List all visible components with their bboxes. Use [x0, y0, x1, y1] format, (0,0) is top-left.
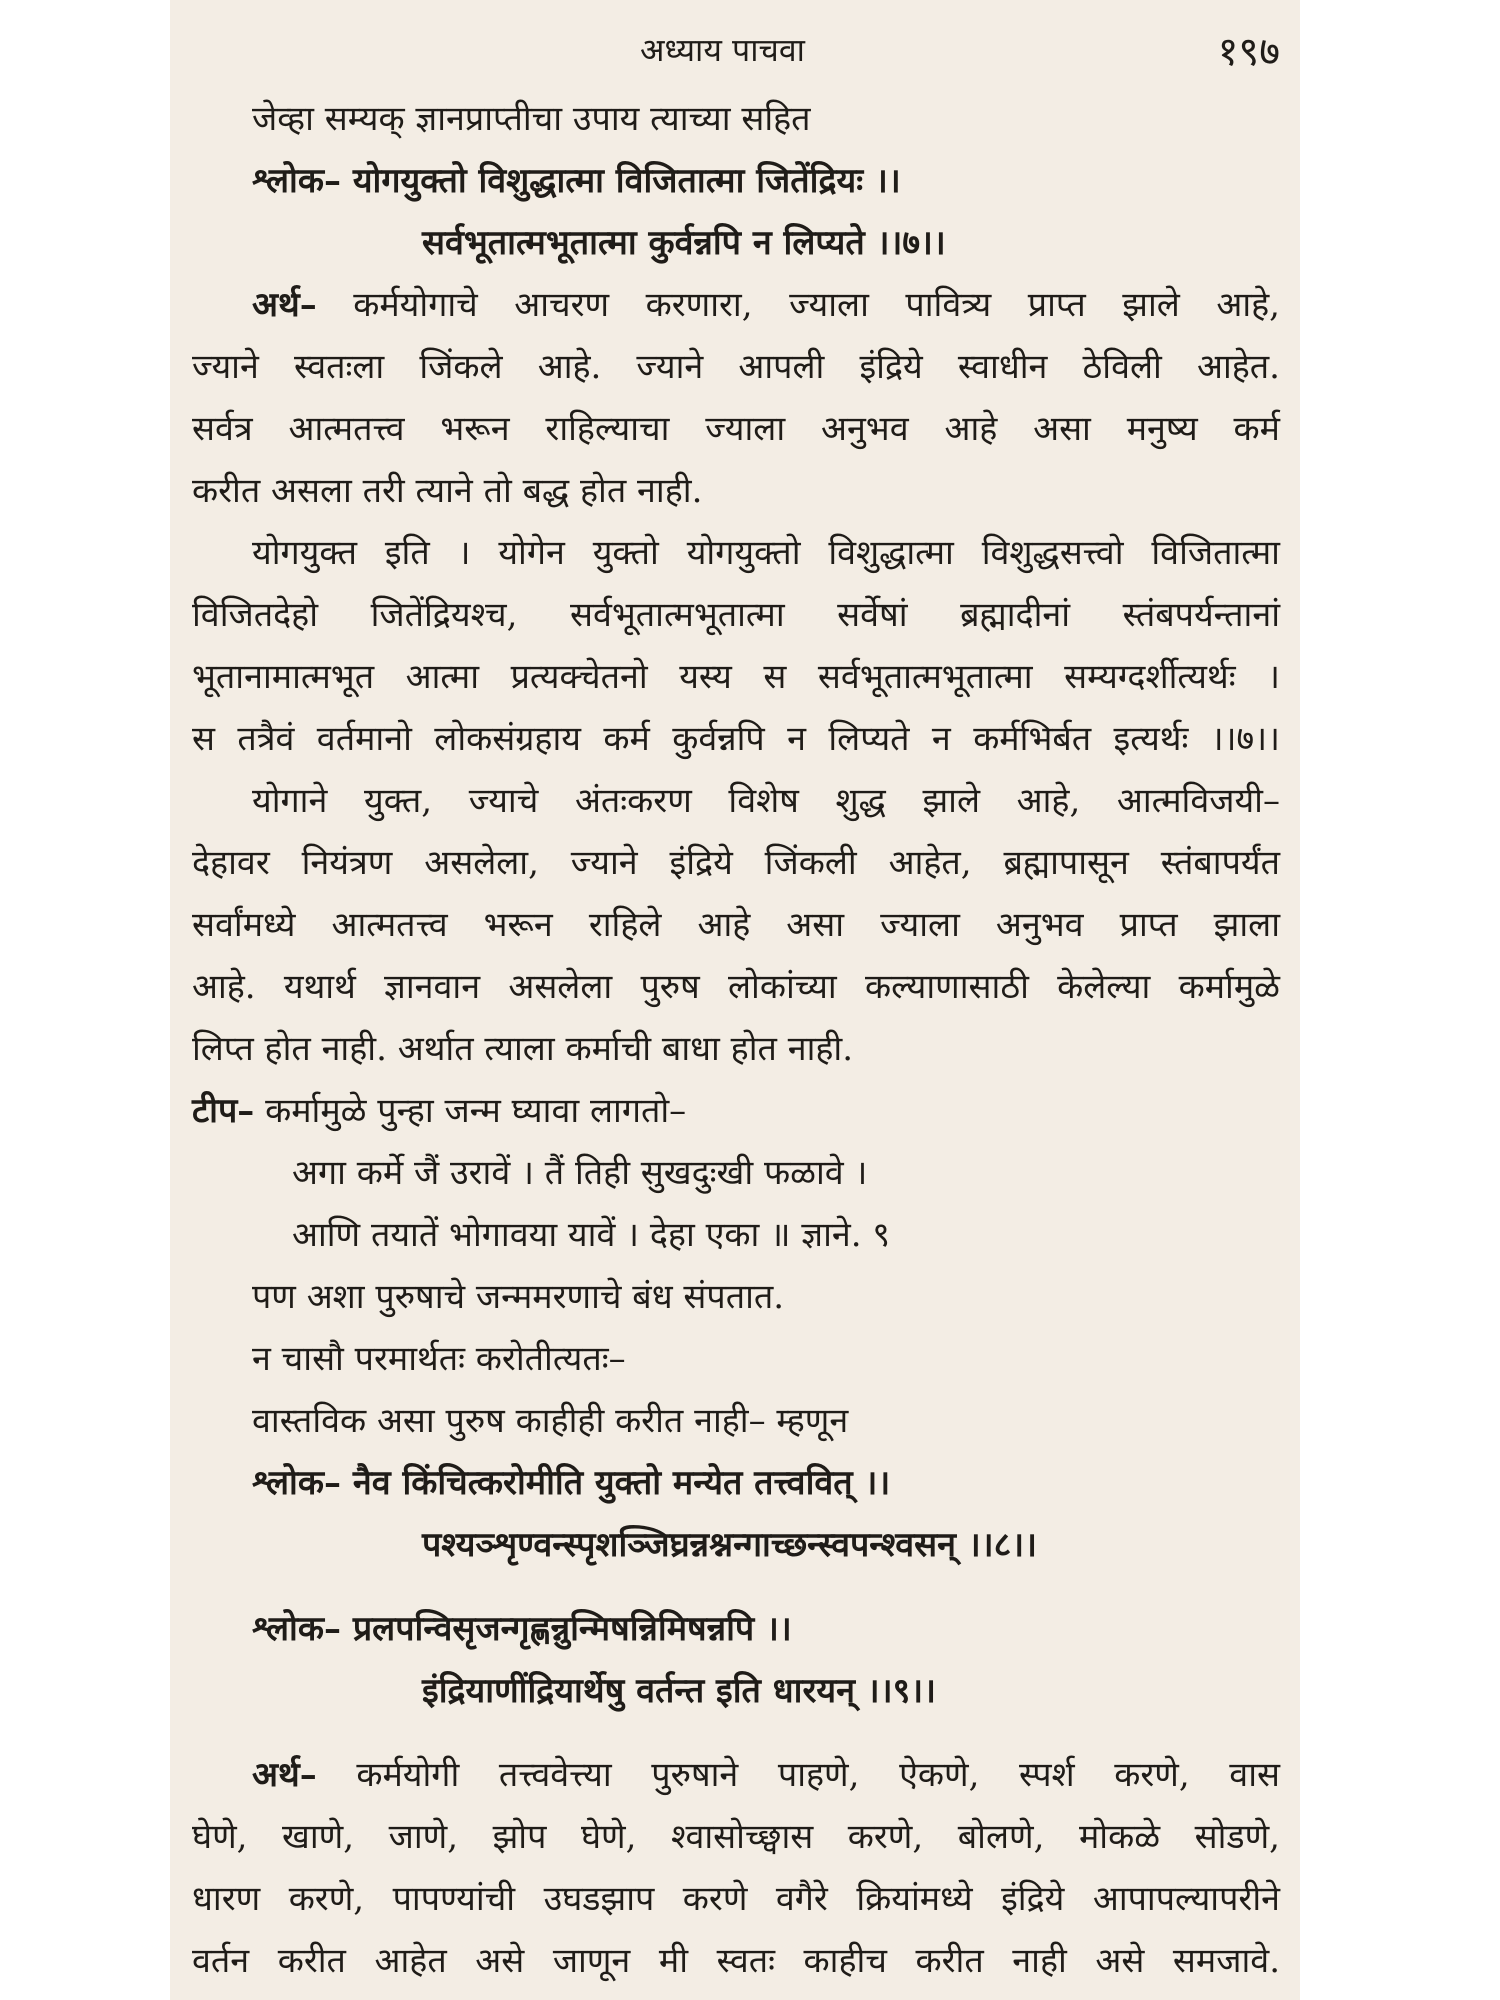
text-line: [192, 1660, 1280, 1722]
text-line: [192, 460, 1280, 522]
book-page: [170, 0, 1300, 2000]
text-line: [192, 398, 1280, 460]
line-text: न चासौ परमार्थतः करोतीत्यतः–: [252, 1339, 626, 1379]
text-line: [192, 894, 1280, 956]
page-body: [192, 88, 1280, 1992]
text-line: [192, 336, 1280, 398]
line-gap: [192, 1576, 1280, 1598]
text-line: [192, 1266, 1280, 1328]
chapter-title: अध्याय पाचवा: [640, 31, 805, 69]
text-line: [192, 584, 1280, 646]
text-line: [192, 1204, 1280, 1266]
text-line: [192, 1390, 1280, 1452]
text-line: [192, 1452, 1280, 1514]
text-line: [192, 1018, 1280, 1080]
text-line: [192, 1514, 1280, 1576]
line-label: अर्थ–: [252, 285, 317, 325]
page-margin: [1300, 0, 1500, 2000]
page-number: १९७: [1217, 29, 1280, 75]
line-text: घेणे, खाणे, जाणे, झोप घेणे, श्वासोच्छ्वास करणे, बोलणे, मोकळे सोडणे,: [192, 1817, 1280, 1857]
line-label: टीप–: [192, 1091, 255, 1131]
line-text: कर्मामुळे पुन्हा जन्म घ्यावा लागतो–: [265, 1091, 687, 1131]
text-line: [192, 646, 1280, 708]
text-line: [192, 1744, 1280, 1806]
line-text: जेव्हा सम्यक् ज्ञानप्राप्तीचा उपाय त्याच्या सहित: [252, 99, 811, 139]
text-line: [192, 522, 1280, 584]
line-text: धारण करणे, पापण्यांची उघडझाप करणे वगैरे क्रियांमध्ये इंद्रिये आपापल्यापरीने: [192, 1879, 1280, 1919]
text-line: [192, 212, 1280, 274]
line-text: भूतानामात्मभूत आत्मा प्रत्यक्चेतनो यस्य स सर्वभूतात्मभूतात्मा सम्यग्दर्शीत्यर्थः ।: [192, 657, 1280, 697]
line-text: योगाने युक्त, ज्याचे अंतःकरण विशेष शुद्ध झाले आहे, आत्मविजयी–: [252, 781, 1280, 821]
text-line: [192, 708, 1280, 770]
line-text: करीत असला तरी त्याने तो बद्ध होत नाही.: [192, 471, 703, 511]
text-line: [192, 1868, 1280, 1930]
line-text: लिप्त होत नाही. अर्थात त्याला कर्माची बाधा होत नाही.: [192, 1029, 854, 1069]
line-text: योगयुक्त इति । योगेन युक्तो योगयुक्तो विशुद्धात्मा विशुद्धसत्त्वो विजितात्मा: [252, 533, 1280, 573]
line-text: इंद्रियाणींद्रियार्थेषु वर्तन्त इति धारयन् ।।९।।: [422, 1671, 937, 1711]
line-text: सर्वांमध्ये आत्मतत्त्व भरून राहिले आहे असा ज्याला अनुभव प्राप्त झाला: [192, 905, 1280, 945]
text-line: [192, 274, 1280, 336]
text-line: [192, 832, 1280, 894]
line-text: योगयुक्तो विशुद्धात्मा विजितात्मा जितेंद्रियः ।।: [352, 161, 901, 201]
line-text: वर्तन करीत आहेत असे जाणून मी स्वतः काहीच करीत नाही असे समजावे.: [192, 1941, 1280, 1981]
text-line: [192, 1930, 1280, 1992]
line-text: स तत्रैवं वर्तमानो लोकसंग्रहाय कर्म कुर्वन्नपि न लिप्यते न कर्मभिर्बत इत्यर्थः ।।७।।: [192, 719, 1280, 759]
text-line: [192, 1142, 1280, 1204]
line-label: श्लोक–: [252, 1463, 341, 1503]
line-text: प्रलपन्विसृजन्गृह्णन्नुन्मिषन्निमिषन्नपि ।।: [352, 1609, 792, 1649]
text-line: [192, 956, 1280, 1018]
text-line: [192, 1598, 1280, 1660]
text-line: [192, 1080, 1280, 1142]
line-label: श्लोक–: [252, 1609, 341, 1649]
line-text: आणि तयातें भोगावया यावें । देहा एका ॥ ज्ञाने. ९: [292, 1215, 891, 1255]
text-line: [192, 1328, 1280, 1390]
line-text: सर्वत्र आत्मतत्त्व भरून राहिल्याचा ज्याला अनुभव आहे असा मनुष्य कर्म: [192, 409, 1280, 449]
line-text: पश्यञ्शृण्वन्स्पृशञ्जिघ्रन्नश्नन्गाच्छन्स्वपन्श्वसन् ।।८।।: [422, 1525, 1038, 1565]
line-text: नैव किंचित्करोमीति युक्तो मन्येत तत्त्ववित् ।।: [352, 1463, 891, 1503]
line-text: कर्मयोगाचे आचरण करणारा, ज्याला पावित्र्य प्राप्त झाले आहे,: [353, 285, 1280, 325]
line-label: अर्थ–: [252, 1755, 317, 1795]
line-text: ज्याने स्वतःला जिंकले आहे. ज्याने आपली इंद्रिये स्वाधीन ठेविली आहेत.: [192, 347, 1280, 387]
line-text: अगा कर्मे जैं उरावें । तैं तिही सुखदुःखी फळावे ।: [292, 1153, 868, 1193]
line-text: कर्मयोगी तत्त्ववेत्त्या पुरुषाने पाहणे, ऐकणे, स्पर्श करणे, वास: [356, 1755, 1280, 1795]
line-text: वास्तविक असा पुरुष काहीही करीत नाही– म्हणून: [252, 1401, 849, 1441]
text-line: [192, 770, 1280, 832]
line-text: सर्वभूतात्मभूतात्मा कुर्वन्नपि न लिप्यते ।।७।।: [422, 223, 946, 263]
line-text: देहावर नियंत्रण असलेला, ज्याने इंद्रिये जिंकली आहेत, ब्रह्मापासून स्तंबापर्यंत: [192, 843, 1280, 883]
line-text: आहे. यथार्थ ज्ञानवान असलेला पुरुष लोकांच्या कल्याणासाठी केलेल्या कर्मामुळे: [192, 967, 1280, 1007]
text-line: [192, 88, 1280, 150]
line-gap: [192, 1722, 1280, 1744]
text-line: [192, 150, 1280, 212]
line-text: विजितदेहो जितेंद्रियश्च, सर्वभूतात्मभूतात्मा सर्वेषां ब्रह्मादीनां स्तंबपर्यन्तानां: [192, 595, 1280, 635]
line-label: श्लोक–: [252, 161, 341, 201]
page-header: [170, 18, 1300, 76]
line-text: पण अशा पुरुषाचे जन्ममरणाचे बंध संपतात.: [252, 1277, 785, 1317]
text-line: [192, 1806, 1280, 1868]
